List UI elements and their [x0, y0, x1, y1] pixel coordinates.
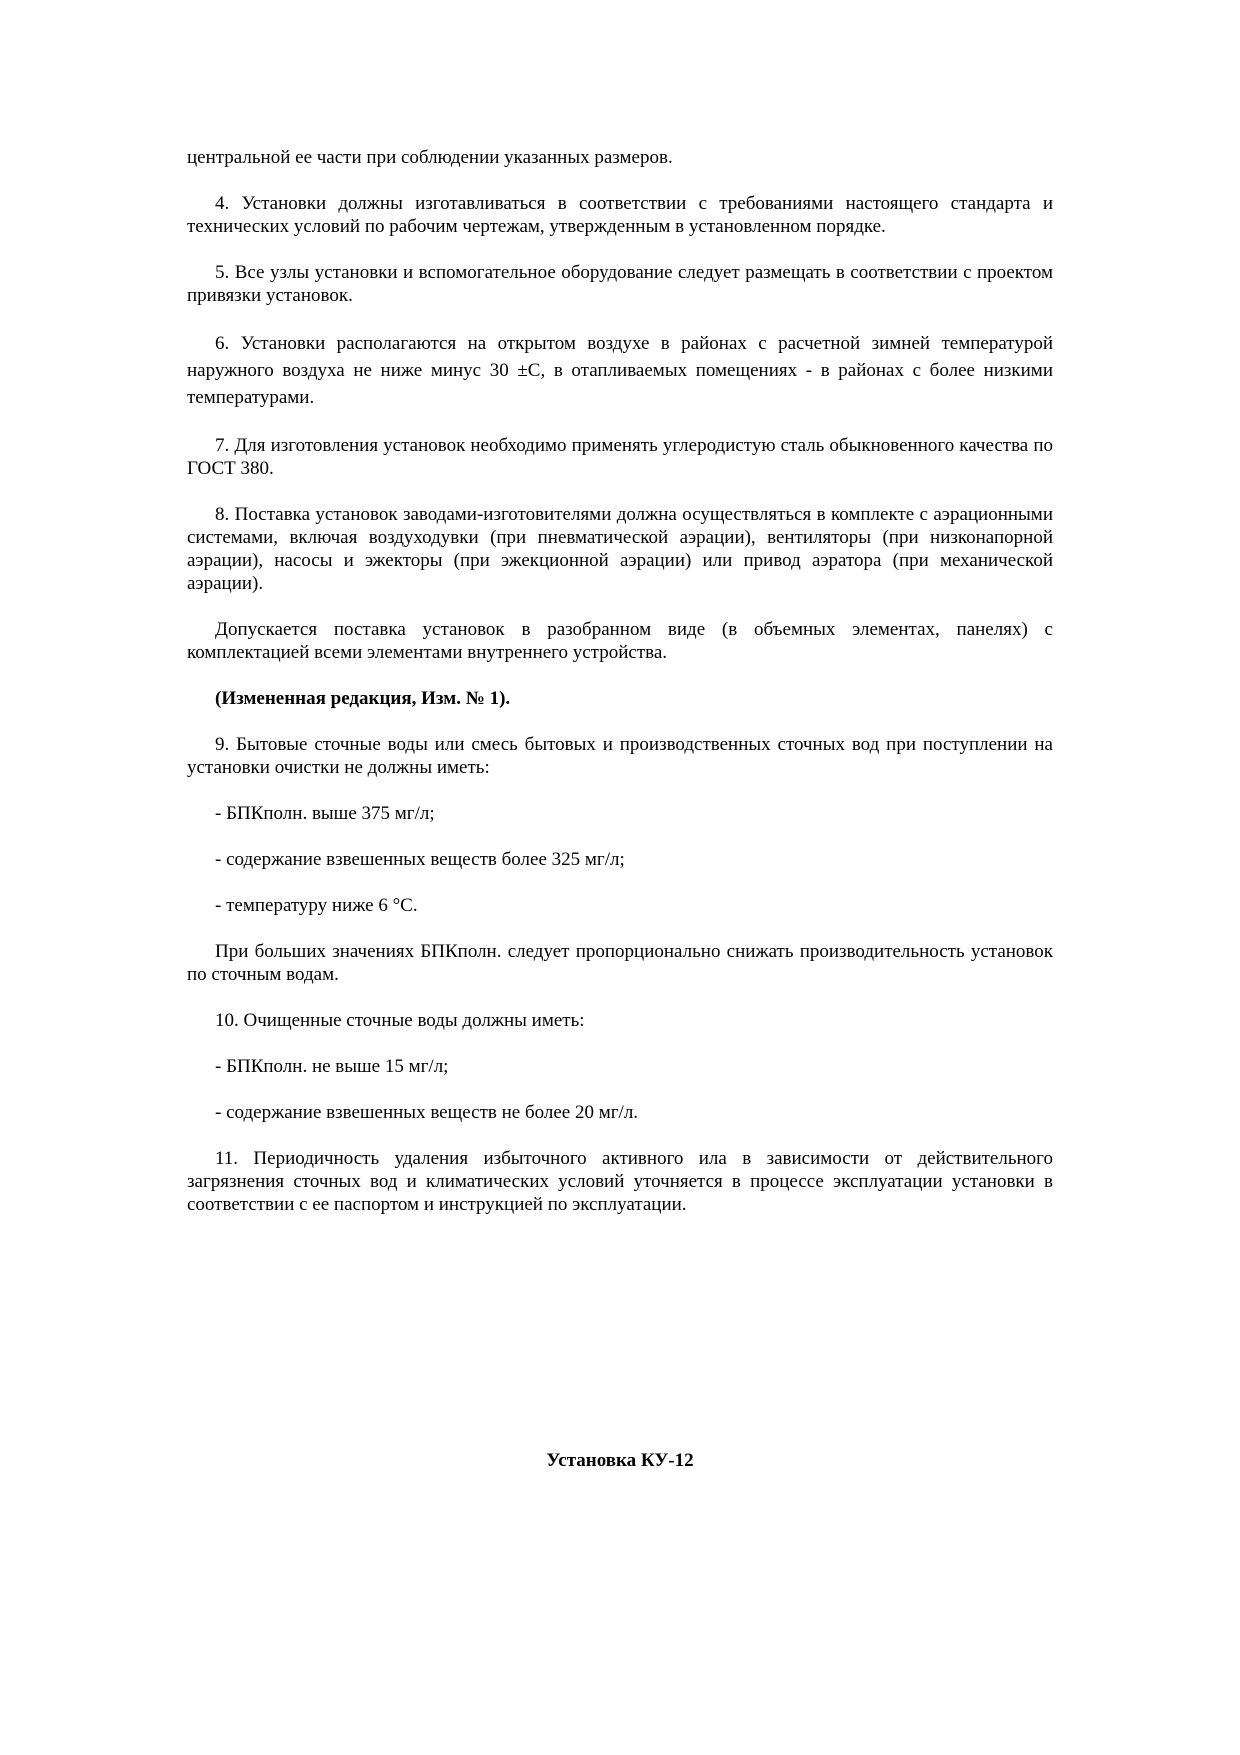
list-item-treated-suspended-solids: - содержание взвешенных веществ не более 20 мг/л.	[215, 1102, 639, 1123]
paragraph-capacity-note: При больших значениях БПКполн. следует пропорционально снижать производительность установок по сточным водам.	[187, 941, 1053, 985]
list-item-treated-bod: - БПКполн. не выше 15 мг/л;	[215, 1056, 449, 1077]
list-item-suspended-solids-limit: - содержание взвешенных веществ более 325 мг/л;	[215, 849, 625, 870]
paragraph-item-7: 7. Для изготовления установок необходимо применять углеродистую сталь обыкновенного качества по ГОСТ 380.	[187, 435, 1053, 479]
paragraph-revision-note: (Измененная редакция, Изм. № 1).	[215, 688, 511, 709]
paragraph-item-8: 8. Поставка установок заводами-изготовителями должна осуществляться в комплекте с аэрационными системами, включая воздуходувки (при пневматической аэрации), вентиляторы (при низконапорной аэрации), насосы и эжекторы (при эжекционной аэрации) или привод аэратора (при механической аэрации).	[187, 504, 1053, 594]
paragraph-item-6: 6. Установки располагаются на открытом воздухе в районах с расчетной зимней температурой наружного воздуха не ниже минус 30 ±С, в отапливаемых помещениях - в районах с более низкими температурами.	[187, 333, 1053, 408]
list-item-temperature-limit: - температуру ниже 6 °С.	[215, 895, 418, 916]
paragraph-item-5: 5. Все узлы установки и вспомогательное оборудование следует размещать в соответствии с проектом привязки установок.	[187, 262, 1053, 306]
paragraph-item-10: 10. Очищенные сточные воды должны иметь:	[215, 1010, 585, 1031]
paragraph-item-4: 4. Установки должны изготавливаться в соответствии с требованиями настоящего стандарта и технических условий по рабочим чертежам, утвержденным в установленном порядке.	[187, 193, 1053, 237]
paragraph-item-11: 11. Периодичность удаления избыточного активного ила в зависимости от действительного загрязнения сточных вод и климатических условий уточняется в процессе эксплуатации установки в соответствии с ее паспортом и инструкцией по эксплуатации.	[187, 1148, 1053, 1215]
paragraph-continuation: центральной ее части при соблюдении указанных размеров.	[187, 147, 673, 168]
paragraph-delivery-note: Допускается поставка установок в разобранном виде (в объемных элементах, панелях) с комплектацией всеми элементами внутреннего устройства.	[187, 619, 1053, 663]
list-item-bod-limit: - БПКполн. выше 375 мг/л;	[215, 803, 435, 824]
paragraph-item-9: 9. Бытовые сточные воды или смесь бытовых и производственных сточных вод при поступлении на установки очистки не должны иметь:	[187, 734, 1053, 778]
document-body	[187, 146, 1053, 1239]
figure-caption: Установка КУ-12	[546, 1450, 694, 1471]
